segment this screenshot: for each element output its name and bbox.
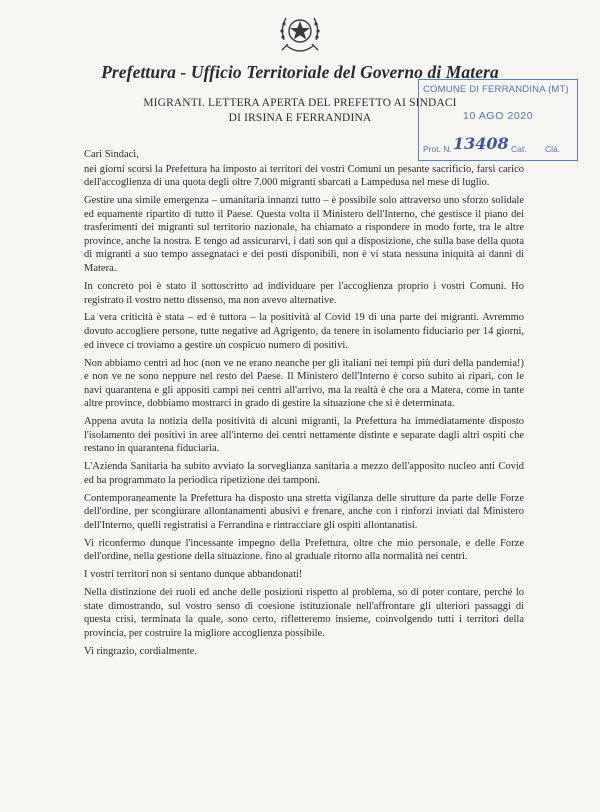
paragraph-11: Nella distinzione dei ruoli ed anche delle posizioni rispetto al problema, so di poter contare, perché lo state dimostrando, sul vostro senso di coesione istituzionale nell'affrontare gli ulteriori passaggi di questa crisi, terminata la quale, sono certo, rifletteremo insieme, coinvolgendo tutti i territori della provincia, per costruire la migliore accoglienza possibile.	[84, 587, 524, 639]
paragraph-4: La vera criticità è stata – ed è tuttora – la positività al Covid 19 di una parte dei migranti. Avremmo dovuto accogliere persone, tutte negative ad Agrigento, da tenere in isolamento fiduciario per 14 giorni, ed invece ci troviamo a gestire un cospicuo numero di positivi.	[84, 312, 524, 351]
stamp-prot-number: 13408	[453, 134, 509, 153]
stamp-municipality: COMUNE DI FERRANDINA (MT)	[423, 84, 569, 95]
paragraph-10: I vostri territori non si sentano dunque abbandonati!	[84, 569, 303, 581]
heading-line-2: DI IRSINA E FERRANDINA	[228, 112, 372, 124]
paragraph-3: In concreto poi è stato il sottoscritto ad individuare per l'accoglienza proprio i vostri Comuni. Ho registrato il vostro netto dissenso, ma non avevo alternative.	[84, 280, 524, 306]
paragraph-7: L'Azienda Sanitaria ha subito avviato la sorveglianza sanitaria a mezzo dell'apposito nucleo anti Covid ed ha programmato la periodica ripetizione dei tamponi.	[84, 461, 524, 486]
office-title: Prefettura - Ufficio Territoriale del Governo di Matera	[101, 62, 499, 82]
stamp-date: 10 AGO 2020	[463, 110, 534, 122]
closing: Vi ringrazio, cordialmente.	[84, 645, 198, 657]
stamp-cat-label: Cat.	[511, 144, 527, 154]
stamp-prot-label: Prot. N.	[423, 144, 452, 154]
paragraph-8: Contemporaneamente la Prefettura ha disposto una stretta vigilanza delle strutture da parte delle Forze dell'ordine, per scongiurare allontanamenti abusivi e frenare, anche con i rinforzi inviati dal Ministero dell'Interno, quelli registratisi a Ferrandina e rintracciare gli ospiti allontanatisi.	[84, 492, 524, 531]
paragraph-5: Non abbiamo centri ad hoc (non ve ne erano neanche per gli italiani nei tempi più duri della pandemia!) e non ve ne sono neppure nel resto del Paese. Il Ministero dell'Interno è corso subito ai ripari, con le navi quarantena e gli appositi campi nei centri all'arrivo, ma la realtà è che ora a Matera, come in tante altre province, dobbiamo mostrarci in grado di gestire la situazione che si è determinata.	[84, 357, 524, 410]
salutation: Cari Sindaci,	[84, 149, 139, 160]
letter-body	[84, 148, 524, 663]
paragraph-1: nei giorni scorsi la Prefettura ha imposto ai territori dei vostri Comuni un pesante sacrificio, farsi carico dell'accoglienza di una quota degli oltre 7.000 migranti sbarcati a Lampedusa nel mese di luglio.	[84, 163, 524, 189]
stamp-cla-label: Cla.	[545, 144, 561, 154]
heading-line-1: MIGRANTI. LETTERA APERTA DEL PREFETTO AI SINDACI	[143, 97, 457, 109]
italian-republic-emblem-icon	[272, 6, 328, 62]
paragraph-6: Appena avuta la notizia della positività di alcuni migranti, la Prefettura ha immediatamente disposto l'isolamento dei positivi in aree all'interno dei centri nettamente distinte e separate dagli altri ospiti che restano in quarantena fiduciaria.	[84, 416, 524, 455]
paragraph-2: Gestire una simile emergenza – umanitaria innanzi tutto – è possibile solo attraverso uno sforzo solidale ed equamente ripartito di tutto il Paese. Questa volta il Ministero dell'Interno, che gestisce il piano dei trasferimenti dei migranti sul territorio nazionale, ha chiamato a rispondere in modo forte, tra le altre province, anche la nostra. E tengo ad assicurarvi, i dati son qui a disposizione, che sulla base della quota di migranti a suo tempo assegnataci e dei posti disponibili, non è vi stata nessuna iniquità ai danni di Matera.	[84, 195, 524, 275]
paragraph-9: Vi riconfermo dunque l'incessante impegno della Prefettura, oltre che mio personale, e delle Forze dell'ordine, nella gestione della situazione. fino al graduale ritorno alla normalità nei centri.	[84, 537, 524, 563]
